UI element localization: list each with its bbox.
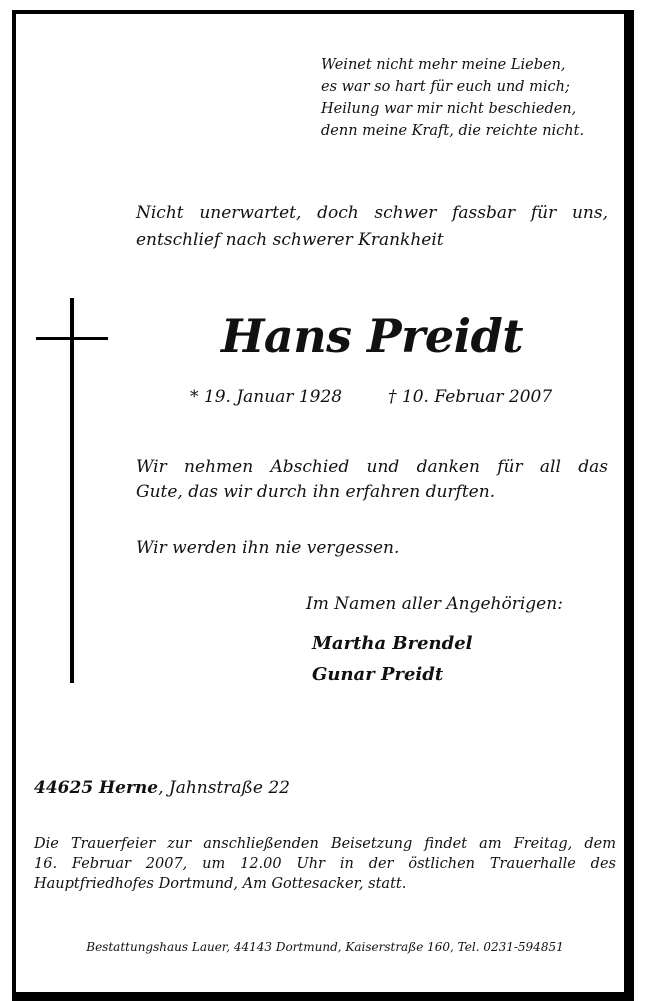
poem-line: Heilung war mir nicht beschieden, xyxy=(321,101,577,117)
thanks-line: Wir nehmen Abschied und danken für all das xyxy=(136,457,608,477)
on-behalf-text: Im Namen aller Angehörigen: xyxy=(306,594,563,614)
birth-date: * 19. Januar 1928 xyxy=(190,387,343,407)
obituary-frame xyxy=(12,10,634,1001)
intro-text xyxy=(136,200,608,254)
intro-line: entschlief nach schwerer Krankheit xyxy=(136,230,444,250)
thanks-line: Gute, das wir durch ihn erfahren durften. xyxy=(136,482,496,502)
cross-icon xyxy=(70,298,74,683)
death-date: † 10. Februar 2007 xyxy=(388,387,553,407)
address-postal-city: 44625 Herne xyxy=(34,778,159,798)
address-street: , Jahnstraße 22 xyxy=(158,778,291,798)
ceremony-line: Hauptfriedhofes Dortmund, Am Gottesacker, statt. xyxy=(34,876,407,892)
signer-name: Martha Brendel xyxy=(312,633,473,654)
address xyxy=(34,776,614,800)
poem-line: es war so hart für euch und mich; xyxy=(321,79,570,95)
poem xyxy=(321,54,621,142)
remembrance-text: Wir werden ihn nie vergessen. xyxy=(136,538,400,558)
signer-name: Gunar Preidt xyxy=(312,664,444,685)
intro-line: Nicht unerwartet, doch schwer fassbar für uns, xyxy=(136,203,608,223)
signers xyxy=(312,628,612,690)
poem-line: denn meine Kraft, die reichte nicht. xyxy=(321,123,585,139)
ceremony-line: Die Trauerfeier zur anschließenden Beisetzung findet am Freitag, dem xyxy=(34,836,616,852)
thanks-text xyxy=(136,455,608,505)
undertaker-info: Bestattungshaus Lauer, 44143 Dortmund, Kaiserstraße 160, Tel. 0231-594851 xyxy=(86,940,564,954)
deceased-name: Hans Preidt xyxy=(220,309,524,363)
ceremony-notice xyxy=(34,834,616,894)
cross-icon-bar xyxy=(36,337,108,340)
ceremony-line: 16. Februar 2007, um 12.00 Uhr in der östlichen Trauerhalle des xyxy=(34,856,616,872)
poem-line: Weinet nicht mehr meine Lieben, xyxy=(321,57,566,73)
